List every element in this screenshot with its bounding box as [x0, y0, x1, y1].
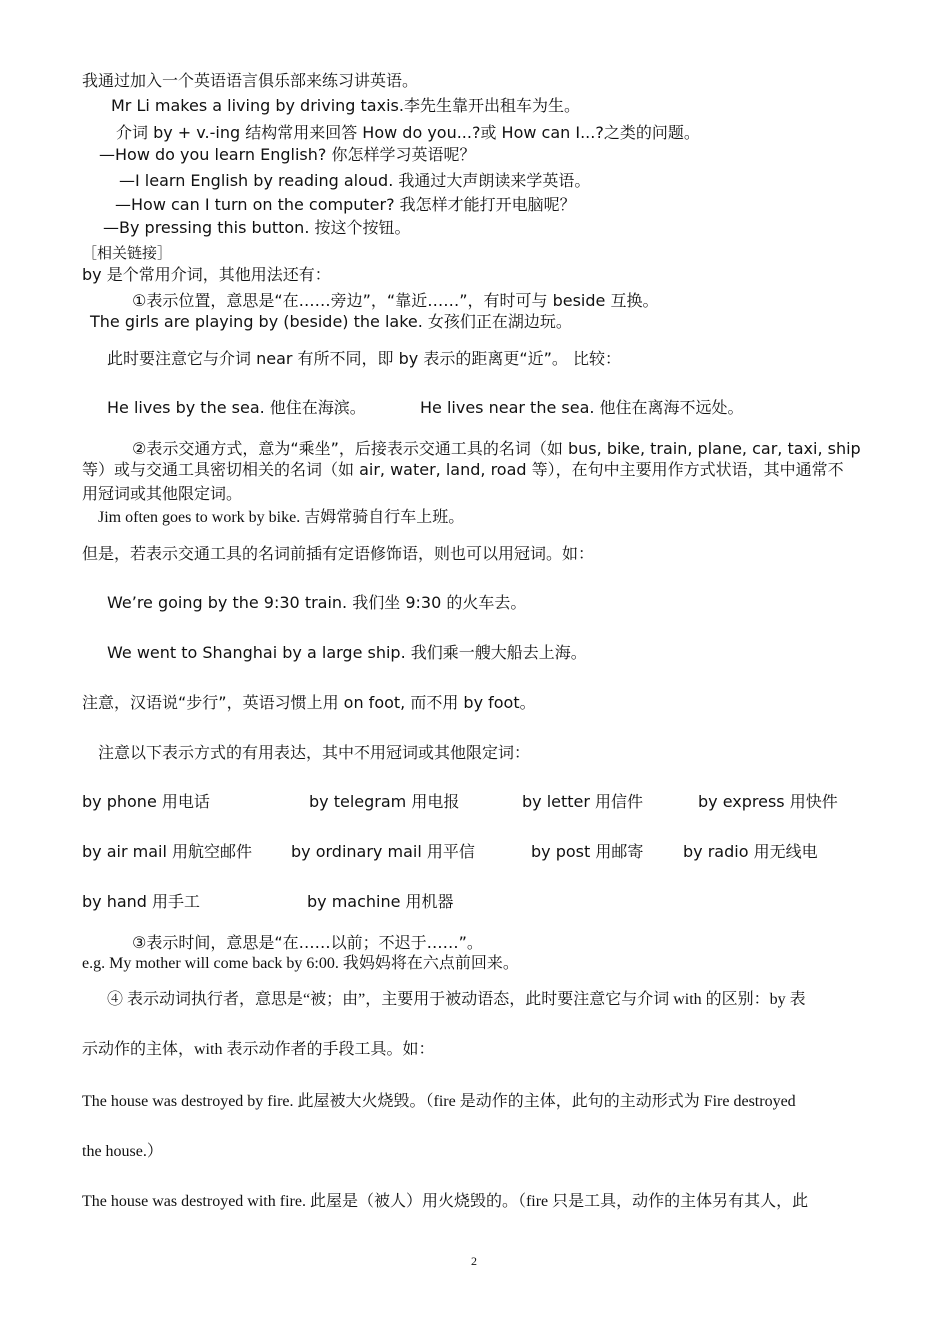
- text-line: ③表示时间，意思是“在……以前；不迟于……”。: [132, 933, 483, 952]
- text-line: —I learn English by reading aloud. 我通过大声朗读来学英语。: [119, 171, 591, 190]
- text-line: 但是，若表示交通工具的名词前插有定语修饰语，则也可以用冠词。如：: [82, 544, 595, 563]
- text-line: 用冠词或其他限定词。: [82, 484, 243, 503]
- text-line: 介词 by + v.-ing 结构常用来回答 How do you...?或 How can I...?之类的问题。: [116, 123, 700, 142]
- expression-item: by hand 用手工: [82, 892, 201, 911]
- text-line: —By pressing this button. 按这个按钮。: [103, 218, 411, 237]
- example-sentence: the house.）: [82, 1143, 163, 1160]
- text-line: ①表示位置，意思是“在……旁边”，“靠近……”，有时可与 beside 互换。: [132, 291, 659, 310]
- expression-item: by radio 用无线电: [683, 842, 818, 861]
- expression-item: by air mail 用航空邮件: [82, 842, 252, 861]
- text-line: —How can I turn on the computer? 我怎样才能打开电脑呢？: [115, 195, 576, 214]
- text-line: 示动作的主体，with 表示动作者的手段工具。如：: [82, 1041, 435, 1058]
- expression-item: by telegram 用电报: [309, 792, 460, 811]
- text-line: 此时要注意它与介词 near 有所不同，即 by 表示的距离更“近”。 比较：: [107, 349, 622, 368]
- expression-item: by letter 用信件: [522, 792, 644, 811]
- text-line: He lives by the sea. 他住在海滨。: [107, 398, 366, 417]
- text-line: Mr Li makes a living by driving taxis.李先生靠开出租车为生。: [111, 96, 580, 115]
- expression-item: by express 用快件: [698, 792, 838, 811]
- text-line: We went to Shanghai by a large ship. 我们乘一艘大船去上海。: [107, 643, 587, 662]
- text-line: We’re going by the 9:30 train. 我们坐 9:30 的火车去。: [107, 593, 527, 612]
- example-sentence: e.g. My mother will come back by 6:00. 我妈妈将在六点前回来。: [82, 955, 519, 972]
- example-sentence: The house was destroyed by fire. 此屋被大火烧毁。（fire 是动作的主体，此句的主动形式为 Fire destroyed: [82, 1093, 796, 1110]
- expression-item: by phone 用电话: [82, 792, 210, 811]
- expression-item: by post 用邮寄: [531, 842, 644, 861]
- text-line: —How do you learn English? 你怎样学习英语呢？: [99, 145, 476, 164]
- text-line: He lives near the sea. 他住在离海不远处。: [420, 398, 744, 417]
- expression-item: by ordinary mail 用平信: [291, 842, 475, 861]
- text-line: by 是个常用介词，其他用法还有：: [82, 265, 331, 284]
- text-line: 注意以下表示方式的有用表达，其中不用冠词或其他限定词：: [98, 743, 531, 762]
- text-line: 注意，汉语说“步行”，英语习惯上用 on foot, 而不用 by foot。: [82, 693, 536, 712]
- example-sentence: Jim often goes to work by bike. 吉姆常骑自行车上班。: [98, 509, 465, 526]
- example-sentence: The house was destroyed with fire. 此屋是（被人）用火烧毁的。（fire 只是工具，动作的主体另有其人，此: [82, 1193, 809, 1210]
- text-line: 等）或与交通工具密切相关的名词（如 air, water, land, road 等），在句中主要用作方式状语，其中通常不: [82, 460, 844, 479]
- page-number: 2: [471, 1254, 477, 1268]
- text-line: ④ 表示动词执行者，意思是“被；由”，主要用于被动语态，此时要注意它与介词 with 的区别：by 表: [107, 991, 806, 1008]
- text-line: The girls are playing by (beside) the lake. 女孩们正在湖边玩。: [90, 312, 572, 331]
- section-heading: ［相关链接］: [82, 244, 173, 262]
- text-line: 我通过加入一个英语语言俱乐部来练习讲英语。: [82, 71, 419, 90]
- text-line: ②表示交通方式，意为“乘坐”，后接表示交通工具的名词（如 bus, bike, train, plane, car, taxi, ship: [132, 439, 861, 458]
- expression-item: by machine 用机器: [307, 892, 454, 911]
